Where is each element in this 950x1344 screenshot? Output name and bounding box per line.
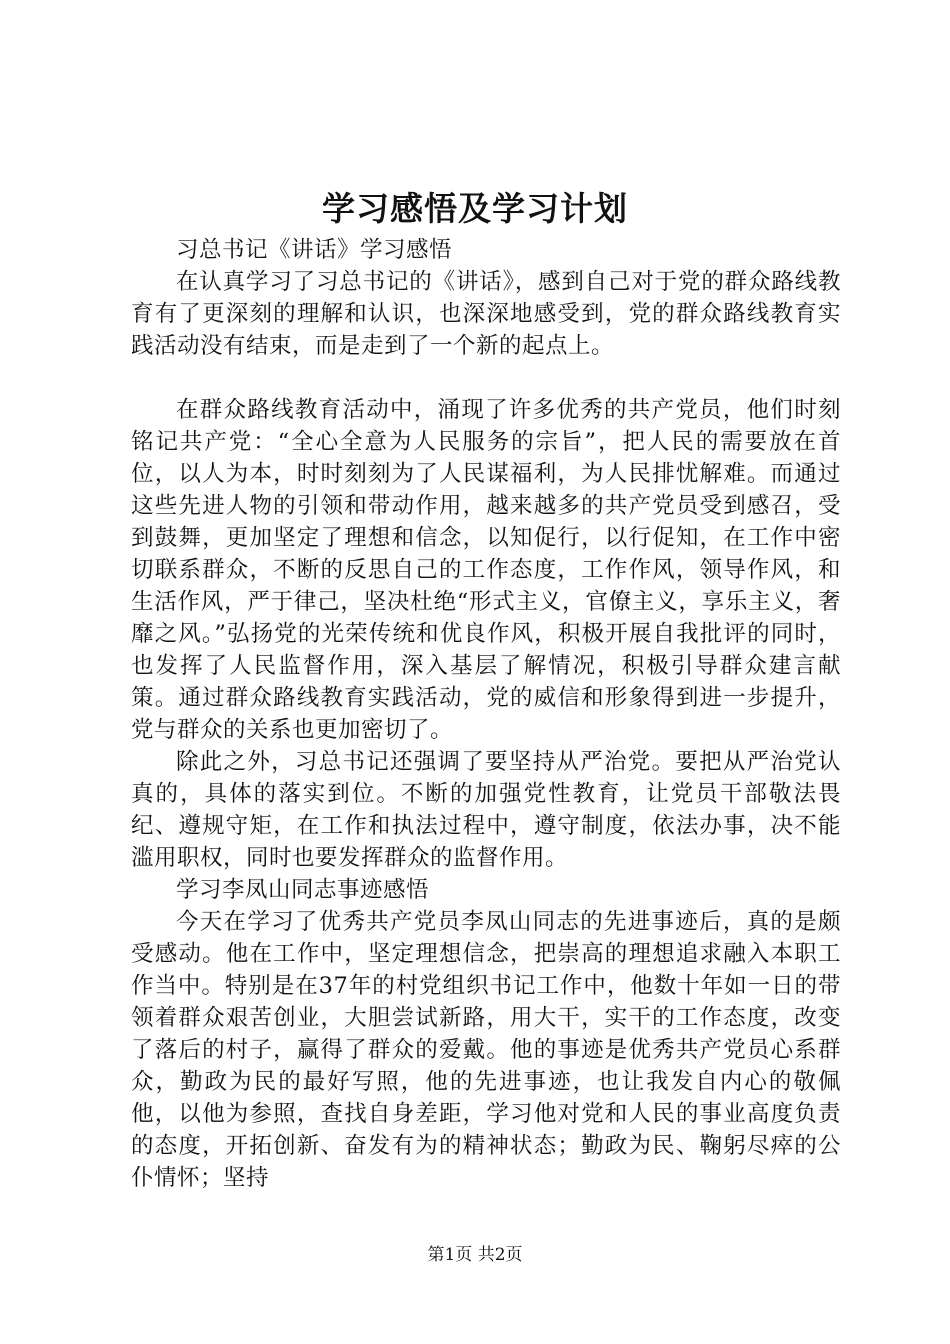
paragraph-1: 在认真学习了习总书记的《讲话》，感到自己对于党的群众路线教育有了更深刻的理解和认识，也深深地感受到，党的群众路线教育实践活动没有结束，而是走到了一个新的起点上。 [131, 269, 841, 359]
paragraph-2: 在群众路线教育活动中，涌现了许多优秀的共产党员，他们时刻铭记共产党：“全心全意为人民服务的宗旨”，把人民的需要放在首位，以人为本，时时刻刻为了人民谋福利，为人民排忧解难。而通过这些先进人物的引领和带动作用，越来越多的共产党员受到感召，受到鼓舞，更加坚定了理想和信念，以知促行，以行促知，在工作中密切联系群众，不断的反思自己的工作态度，工作作风，领导作风，和生活作风，严于律己，坚决杜绝“形式主义，官僚主义，享乐主义，奢靡之风。”弘扬党的光荣传统和优良作风，积极开展自我批评的同时，也发挥了人民监督作用，深入基层了解情况，积极引导群众建言献策。通过群众路线教育实践活动，党的威信和形象得到进一步提升，党与群众的关系也更加密切了。 [131, 397, 841, 743]
paragraph-3: 除此之外，习总书记还强调了要坚持从严治党。要把从严治党认真的，具体的落实到位。不断的加强党性教育，让党员干部敬法畏纪、遵规守矩，在工作和执法过程中，遵守制度，依法办事，决不能滥用职权，同时也要发挥群众的监督作用。 [131, 749, 841, 871]
paragraph-4: 今天在学习了优秀共产党员李凤山同志的先进事迹后，真的是颇受感动。他在工作中，坚定理想信念，把崇高的理想追求融入本职工作当中。特别是在37年的村党组织书记工作中，他数十年如一日的带领着群众艰苦创业，大胆尝试新路，用大干，实干的工作态度，改变了落后的村子，赢得了群众的爱戴。他的事迹是优秀共产党员心系群众，勤政为民的最好写照，他的先进事迹，也让我发自内心的敬佩他，以他为参照，查找自身差距，学习他对党和人民的事业高度负责的态度，开拓创新、奋发有为的精神状态；勤政为民、鞠躬尽瘁的公仆情怀；坚持 [131, 909, 841, 1191]
section-heading-1: 习总书记《讲话》学习感悟 [176, 237, 453, 263]
document-body [131, 234, 841, 1194]
page-number-footer: 第1页 共2页 [427, 1245, 523, 1265]
paragraph-spacer [131, 362, 841, 394]
section-heading-2: 学习李凤山同志事迹感悟 [176, 877, 430, 903]
document-title: 学习感悟及学习计划 [322, 189, 628, 228]
